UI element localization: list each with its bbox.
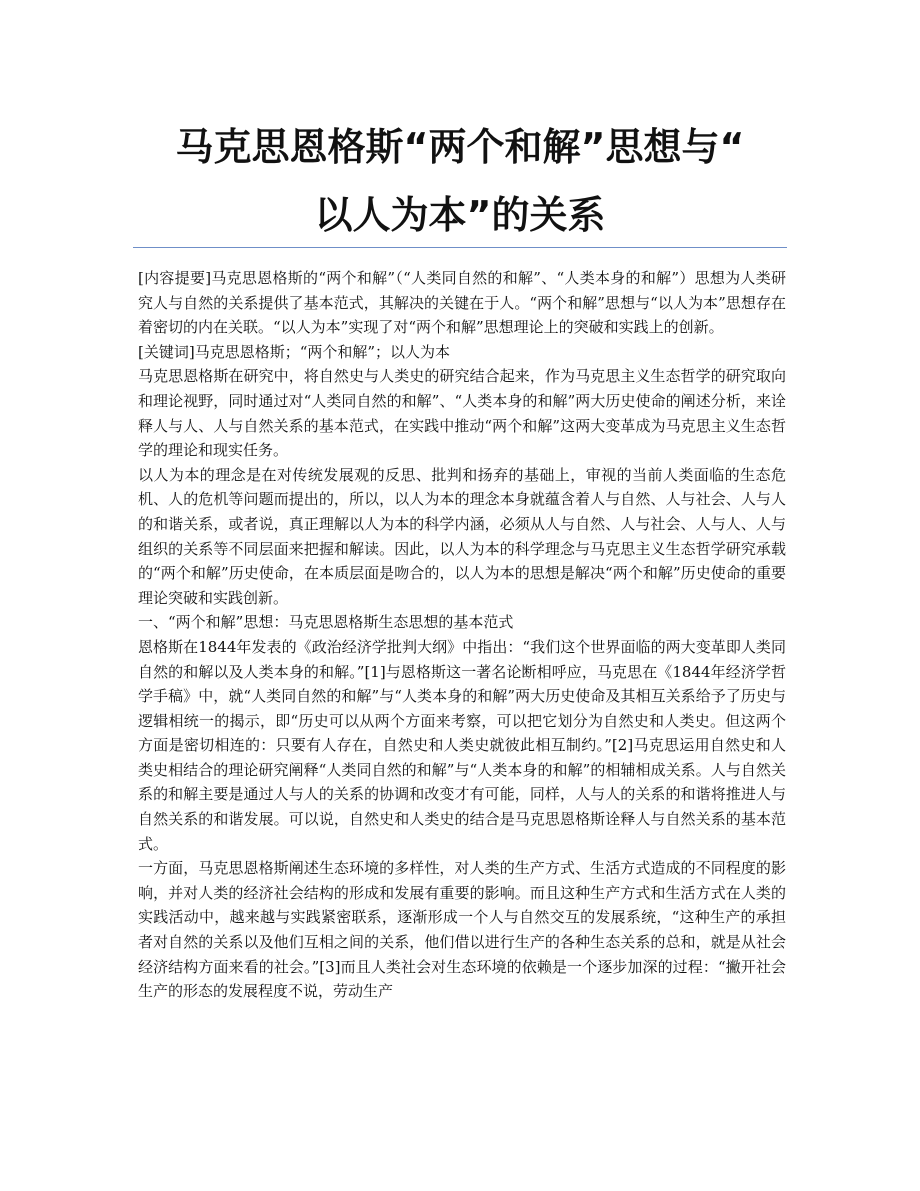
title-line-1: 马克思恩格斯“两个和解”思想与“ xyxy=(175,125,745,169)
section-heading: 一、“两个和解”思想：马克思恩格斯生态思想的基本范式 xyxy=(138,613,514,632)
document-title xyxy=(130,113,790,249)
abstract-paragraph: [内容提要]马克思恩格斯的“两个和解”（“人类同自然的和解”、“人类本身的和解”）思想为人类研究人与自然的关系提供了基本范式，其解决的关键在于人。“两个和解”思想与“以人为本”思想存在着密切的内在关联。“以人为本”实现了对“两个和解”思想理论上的突破和实践上的创新。 xyxy=(138,269,786,337)
document-body xyxy=(138,266,786,1004)
body-paragraph: 以人为本的理念是在对传统发展观的反思、批判和扬弃的基础上，审视的当前人类面临的生态危机、人的危机等问题而提出的，所以，以人为本的理念本身就蕴含着人与自然、人与社会、人与人的和谐关系，或者说，真正理解以人为本的科学内涵，必须从人与自然、人与社会、人与人、人与组织的关系等不同层面来把握和解读。因此，以人为本的科学理念与马克思主义生态哲学研究承载的“两个和解”历史使命，在本质层面是吻合的，以人为本的思想是解决“两个和解”历史使命的重要理论突破和实践创新。 xyxy=(138,465,786,607)
body-paragraph: 恩格斯在1844年发表的《政治经济学批判大纲》中指出：“我们这个世界面临的两大变革即人类同自然的和解以及人类本身的和解。”[1]与恩格斯这一著名论断相呼应，马克思在《1844年经济学哲学手稿》中，就“人类同自然的和解”与“人类本身的和解”两大历史使命及其相互关系给予了历史与逻辑相统一的揭示，即“历史可以从两个方面来考察，可以把它划分为自然史和人类史。但这两个方面是密切相连的：只要有人存在，自然史和人类史就彼此相互制约。”[2]马克思运用自然史和人类史相结合的理论研究阐释“人类同自然的和解”与“人类本身的和解”的相辅相成关系。人与自然关系的和解主要是通过人与人的关系的协调和改变才有可能，同样，人与人的关系的和谐将推进人与自然关系的和谐发展。可以说，自然史和人类史的结合是马克思恩格斯诠释人与自然关系的基本范式。 xyxy=(138,637,786,853)
title-line-2: 以人为本”的关系 xyxy=(314,193,606,237)
body-paragraph: 马克思恩格斯在研究中，将自然史与人类史的研究结合起来，作为马克思主义生态哲学的研究取向和理论视野，同时通过对“人类同自然的和解”、“人类本身的和解”两大历史使命的阐述分析，来诠释人与人、人与自然关系的基本范式，在实践中推动“两个和解”这两大变革成为马克思主义生态哲学的理论和现实任务。 xyxy=(138,367,786,460)
body-paragraph: 一方面，马克思恩格斯阐述生态环境的多样性，对人类的生产方式、生活方式造成的不同程度的影响，并对人类的经济社会结构的形成和发展有重要的影响。而且这种生产方式和生活方式在人类的实践活动中，越来越与实践紧密联系，逐渐形成一个人与自然交互的发展系统，“这种生产的承担者对自然的关系以及他们互相之间的关系，他们借以进行生产的各种生态关系的总和，就是从社会经济结构方面来看的社会。”[3]而且人类社会对生态环境的依赖是一个逐步加深的过程：“撇开社会生产的形态的发展程度不说，劳动生产 xyxy=(138,859,786,1001)
keywords-paragraph: [关键词]马克思恩格斯；“两个和解”；以人为本 xyxy=(138,342,451,361)
title-divider xyxy=(133,247,787,248)
